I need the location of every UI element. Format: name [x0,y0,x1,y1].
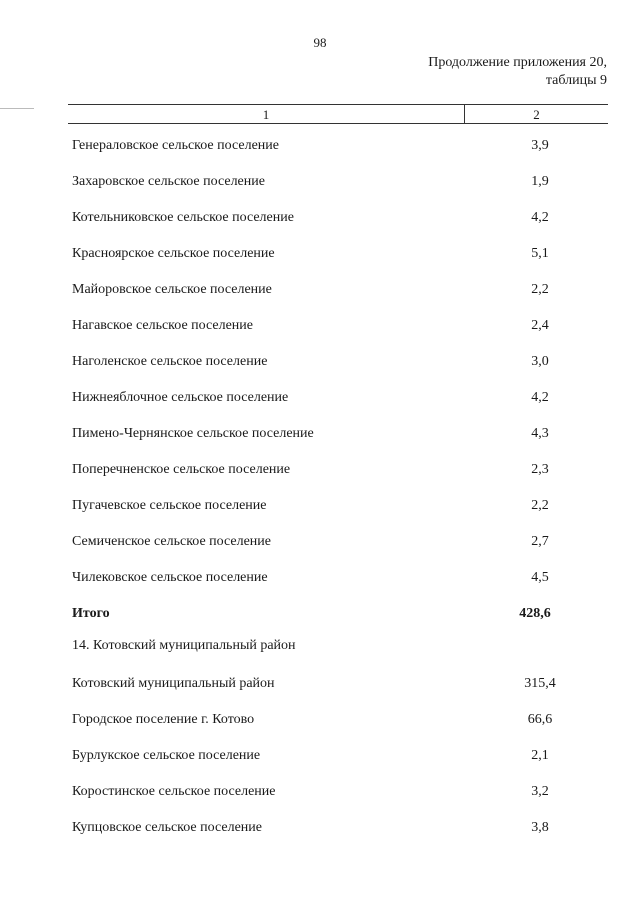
row-value: 3,0 [531,354,549,369]
row-value: 2,2 [531,498,549,513]
row-value: 66,6 [527,712,553,727]
total-value: 428,6 [519,606,551,621]
row-value: 5,1 [531,246,549,261]
table-row [0,426,640,462]
row-name: Чилековское сельское поселение [72,570,268,585]
section-heading: 14. Котовский муниципальный район [72,638,296,653]
row-name: Нижнеяблочное сельское поселение [72,390,289,405]
row-value: 2,4 [531,318,549,333]
row-value: 4,3 [531,426,549,441]
row-value: 2,1 [531,748,549,763]
table-row [0,712,640,748]
table-row [0,820,640,856]
margin-line [0,108,34,109]
table-row [0,390,640,426]
section-heading-row [0,638,640,676]
row-name: Пугачевское сельское поселение [72,498,267,513]
row-name: Захаровское сельское поселение [72,174,265,189]
table-row [0,676,640,712]
table-header [68,104,608,124]
row-name: Майоровское сельское поселение [72,282,272,297]
row-value: 1,9 [531,174,549,189]
column-header-2: 2 [533,107,540,122]
row-name: Поперечненское сельское поселение [72,462,291,477]
row-name: Городское поселение г. Котово [72,712,255,727]
row-value: 3,8 [531,820,549,835]
page-number: 98 [313,35,327,50]
table-row [0,246,640,282]
row-value: 2,7 [531,534,549,549]
total-row [0,606,640,638]
row-name: Бурлукское сельское поселение [72,748,261,763]
row-value: 3,9 [531,138,549,153]
row-name: Генераловское сельское поселение [72,138,279,153]
table-row [0,570,640,606]
row-value: 4,2 [531,210,549,225]
row-value: 2,2 [531,282,549,297]
row-value: 4,5 [531,570,549,585]
table-row [0,354,640,390]
row-name: Котовский муниципальный район [72,676,275,691]
table-row [0,534,640,570]
row-name: Семиченское сельское поселение [72,534,272,549]
table-row [0,784,640,820]
table-row [0,138,640,174]
table-body [0,138,640,856]
table-row [0,282,640,318]
row-name: Пимено-Чернянское сельское поселение [72,426,314,441]
table-row [0,462,640,498]
continuation-line-1: Продолжение приложения 20, [428,55,607,70]
row-name: Котельниковское сельское поселение [72,210,294,225]
row-value: 3,2 [531,784,549,799]
table-row [0,748,640,784]
row-value: 4,2 [531,390,549,405]
column-header-1: 1 [262,107,270,122]
total-label: Итого [72,606,110,621]
table-row [0,210,640,246]
row-name: Коростинское сельское поселение [72,784,276,799]
continuation-line-2: таблицы 9 [545,73,607,88]
row-name: Купцовское сельское поселение [72,820,262,835]
row-name: Нагавское сельское поселение [72,318,253,333]
table-row [0,498,640,534]
row-name: Наголенское сельское поселение [72,354,268,369]
row-value: 2,3 [531,462,549,477]
row-name: Красноярское сельское поселение [72,246,275,261]
continuation-note [428,54,607,90]
row-value: 315,4 [524,676,556,691]
table-row [0,174,640,210]
table-row [0,318,640,354]
